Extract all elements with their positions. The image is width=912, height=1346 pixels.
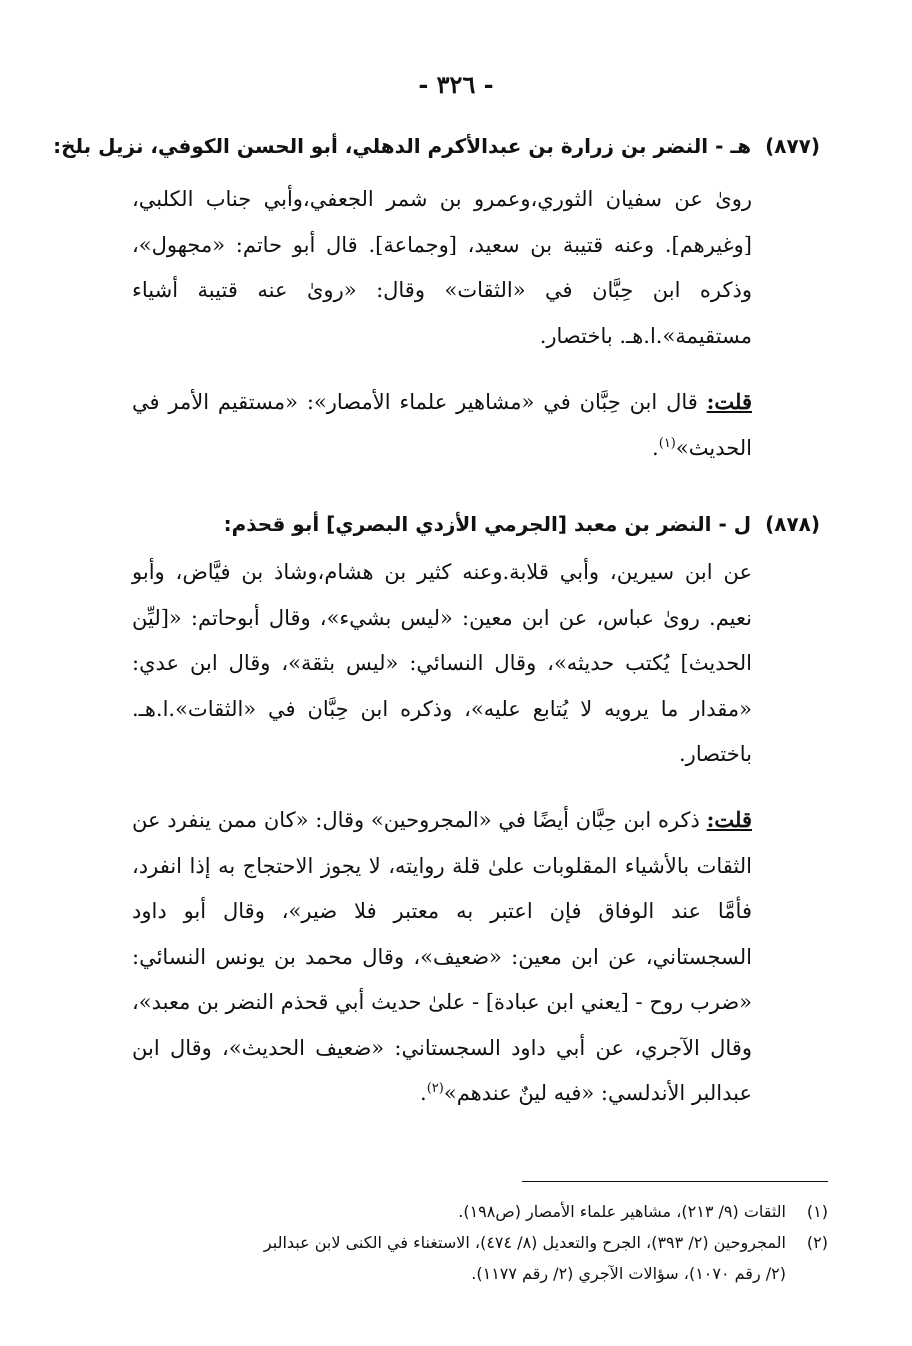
entry-number: (٨٧٨) <box>765 512 820 536</box>
page-number: - ٣٢٦ - <box>418 70 494 99</box>
note-end: . <box>420 1081 427 1105</box>
entry-heading <box>53 130 820 162</box>
footnote-number: (١) <box>806 1202 828 1221</box>
note-end: . <box>652 435 659 460</box>
entry-note <box>132 379 752 471</box>
entry-body-text: عن ابن سيرين، وأبي قلابة.وعنه كثير بن هشام،وشاذ بن فيَّاض، وأبو نعيم. روىٰ عباس، عن ابن معين: «ليس بشيء»، وقال أبوحاتم: «[ليِّن الحديث] يُكتب حديثه»، وقال النسائي: «ليس بثقة»، وقال ابن عدي: «مقدار ما يرويه لا يُتابع عليه»، وذكره ابن حِبَّان في «الثقات».ا.هـ. باختصار. <box>132 560 752 766</box>
entry-body <box>132 550 752 778</box>
entry-body <box>132 177 752 359</box>
footnote <box>124 1227 828 1289</box>
footnote-continuation: (٢/ رقم ١٠٧٠)، سؤالات الآجري (٢/ رقم ١١٧٧). <box>471 1264 786 1283</box>
footnote <box>124 1196 828 1227</box>
footnote-text: المجروحين (٢/ ٣٩٣)، الجرح والتعديل (٨/ ٤٧٤)، الاستغناء في الكنى لابن عبدالبر <box>263 1233 786 1252</box>
entry-body-text: روىٰ عن سفيان الثوري،وعمرو بن شمر الجعفي،وأبي جناب الكلبي، [وغيرهم]. وعنه قتيبة بن سعيد، [وجماعة]. قال أبو حاتم: «مجهول»، وذكره ابن حِبَّان في «الثقات» وقال: «روىٰ عنه قتيبة أشياء مستقيمة».ا.هـ. باختصار. <box>132 187 752 348</box>
entry-note <box>132 797 752 1117</box>
footnote-divider <box>522 1181 828 1182</box>
entry-number: (٨٧٧) <box>765 134 820 158</box>
footnotes <box>124 1196 828 1289</box>
footnote-number: (٢) <box>806 1233 828 1252</box>
note-label: قلت: <box>706 389 752 414</box>
note-label: قلت: <box>706 807 752 832</box>
footnote-ref: (١) <box>658 435 676 451</box>
entry-heading-text: ل - النضر بن معبد [الجرمي الأزدي البصري] أبو قحذم: <box>223 512 752 536</box>
entry-heading-text: هـ - النضر بن زرارة بن عبدالأكرم الدهلي، أبو الحسن الكوفي، نزيل بلخ: <box>53 134 752 158</box>
entry-heading <box>100 508 820 540</box>
note-text: ذكره ابن حِبَّان أيضًا في «المجروحين» وقال: «كان ممن ينفرد عن الثقات بالأشياء المقلوبات علىٰ قلة روايته، لا يجوز الاحتجاج به إذا انفرد، فأمَّا عند الوفاق فإن اعتبر به معتبر فلا ضير»، وقال أبو داود السجستاني، عن ابن معين: «ضعيف»، وقال محمد بن يونس النسائي: «ضرب روح - [يعني ابن عبادة] - علىٰ حديث أبي قحذم النضر بن معبد»، وقال الآجري، عن أبي داود السجستاني: «ضعيف الحديث»، وقال ابن عبدالبر الأندلسي: «فيه لينٌ عندهم» <box>132 808 752 1105</box>
footnote-text: الثقات (٩/ ٢١٣)، مشاهير علماء الأمصار (ص١٩٨). <box>458 1202 786 1221</box>
note-text: قال ابن حِبَّان في «مشاهير علماء الأمصار»: «مستقيم الأمر في الحديث» <box>132 390 752 460</box>
footnote-ref: (٢) <box>426 1081 444 1096</box>
